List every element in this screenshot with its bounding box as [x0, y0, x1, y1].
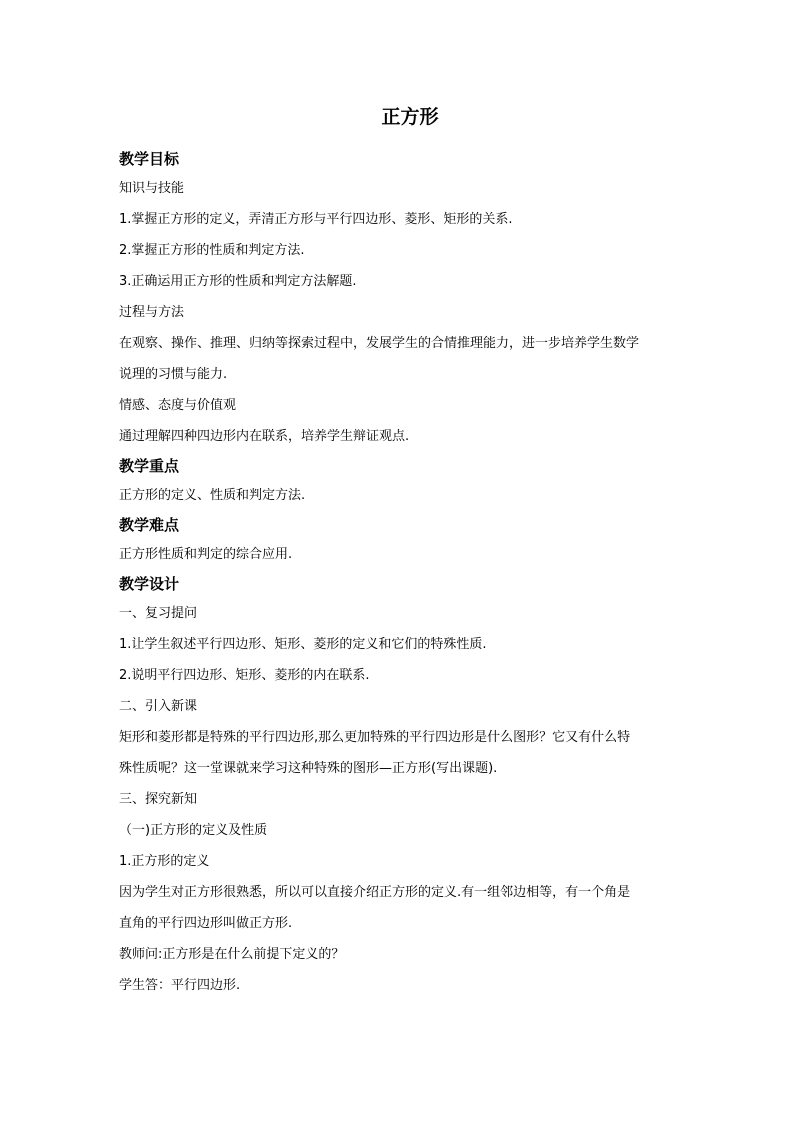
knowledge-item-2: 2.掌握正方形的性质和判定方法. — [119, 243, 305, 258]
process-line-2: 说理的习惯与能力. — [119, 367, 228, 382]
label-definition: 1.正方形的定义 — [119, 854, 210, 869]
label-subsection: （一)正方形的定义及性质 — [119, 823, 268, 838]
student-answer: 学生答：平行四边形. — [119, 978, 241, 993]
process-line-1: 在观察、操作、推理、归纳等探索过程中，发展学生的合情推理能力，进一步培养学生数学 — [119, 336, 640, 351]
process-paragraph — [119, 328, 679, 390]
intro-line-2: 殊性质呢？这一堂课就来学习这种特殊的图形—正方形(写出课题). — [119, 761, 498, 776]
review-item-2: 2.说明平行四边形、矩形、菱形的内在联系. — [119, 668, 370, 683]
label-emotion-values: 情感、态度与价值观 — [119, 398, 237, 413]
label-explore: 三、探究新知 — [119, 792, 198, 807]
emotion-text: 通过理解四种四边形内在联系，培养学生辩证观点. — [119, 429, 410, 444]
heading-difficulty: 教学难点 — [119, 516, 180, 534]
knowledge-item-3: 3.正确运用正方形的性质和判定方法解题. — [119, 274, 357, 289]
definition-line-1: 因为学生对正方形很熟悉，所以可以直接介绍正方形的定义.有一组邻边相等，有一个角是 — [119, 885, 631, 900]
definition-line-2: 直角的平行四边形叫做正方形. — [119, 916, 293, 931]
knowledge-item-1: 1.掌握正方形的定义，弄清正方形与平行四边形、菱形、矩形的关系. — [119, 212, 513, 227]
heading-key-point: 教学重点 — [119, 457, 180, 475]
difficulty-text: 正方形性质和判定的综合应用. — [119, 547, 293, 562]
label-intro: 二、引入新课 — [119, 699, 198, 714]
document-content — [119, 103, 679, 1001]
intro-paragraph — [119, 722, 679, 784]
key-point-text: 正方形的定义、性质和判定方法. — [119, 488, 306, 503]
definition-paragraph — [119, 877, 679, 939]
label-process-methods: 过程与方法 — [119, 305, 185, 320]
page-title: 正方形 — [381, 106, 439, 128]
review-item-1: 1.让学生叙述平行四边形、矩形、菱形的定义和它们的特殊性质. — [119, 637, 487, 652]
intro-line-1: 矩形和菱形都是特殊的平行四边形,那么更加特殊的平行四边形是什么图形？它又有什么特 — [119, 730, 631, 745]
label-review: 一、复习提问 — [119, 606, 198, 621]
label-knowledge-skills: 知识与技能 — [119, 181, 185, 196]
teacher-question: 教师问:正方形是在什么前提下定义的？ — [119, 947, 345, 962]
heading-teaching-design: 教学设计 — [119, 575, 180, 593]
heading-teaching-goals: 教学目标 — [119, 150, 180, 168]
